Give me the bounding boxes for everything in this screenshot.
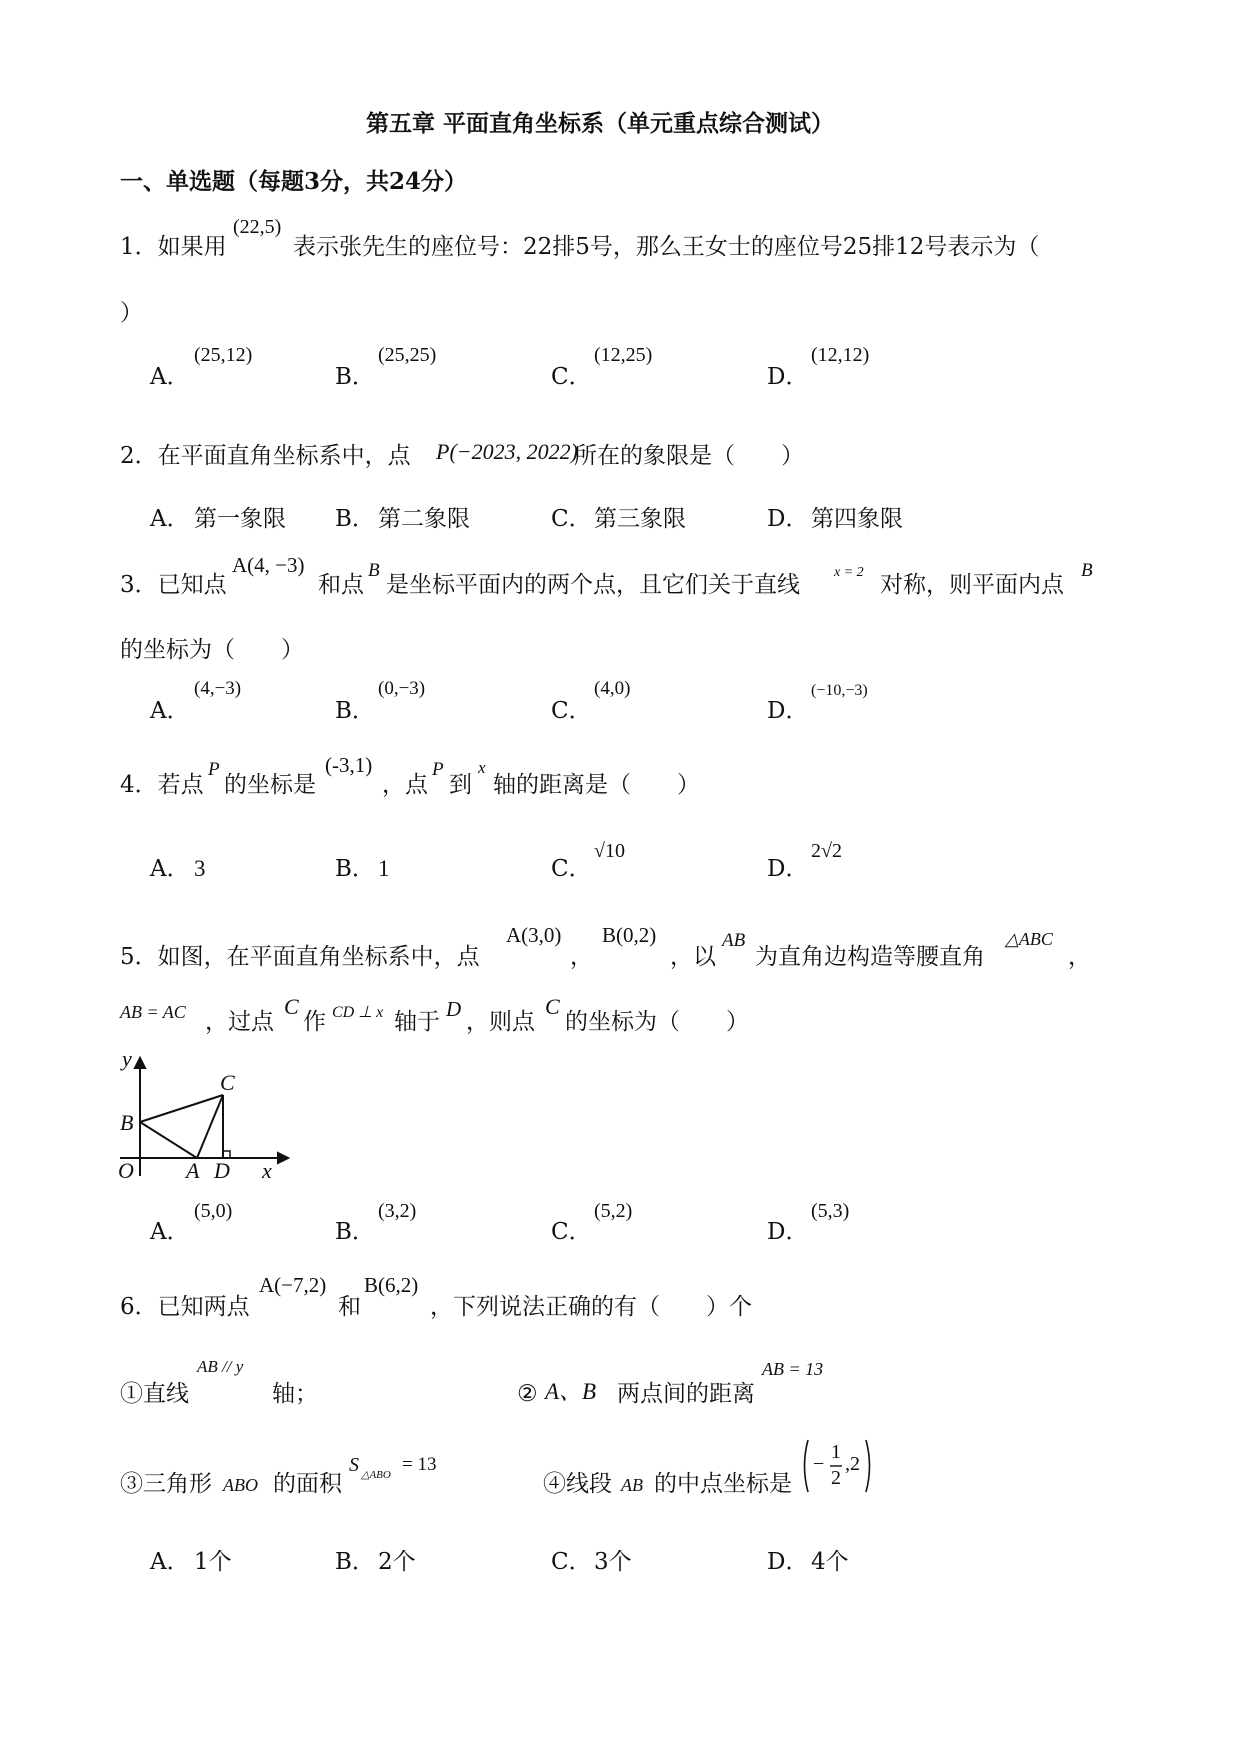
figure-y-arrow xyxy=(135,1058,145,1068)
q3-text-b: 和点 xyxy=(318,572,364,598)
q6-statement-3-start: ③三角形 xyxy=(120,1471,212,1497)
q1-option-c-label: C． xyxy=(551,364,592,390)
q1-text-end: 表示张先生的座位号：22排5号，那么王女士的座位号25排12号表示为（ xyxy=(293,234,1040,260)
q1-option-a-value: (25,12) xyxy=(194,344,253,366)
q6-midpoint-denominator: 2 xyxy=(831,1467,841,1489)
q1-option-d-value: (12,12) xyxy=(811,344,870,366)
q3-option-a-value: (4,−3) xyxy=(194,678,242,699)
q5-text-e: ，过点 xyxy=(205,1009,274,1035)
q6-statement-4-segment: AB xyxy=(621,1475,643,1495)
q5-option-b-label: B． xyxy=(335,1219,375,1245)
q5-option-d-value: (5,3) xyxy=(811,1200,850,1222)
q6-statement-3-area-value: = 13 xyxy=(402,1454,437,1475)
q4-option-c-label: C． xyxy=(551,856,592,882)
q6-midpoint-tail: ,2 xyxy=(845,1453,860,1475)
q6-option-d-label: D． xyxy=(767,1549,809,1575)
q5-point-c-2: C xyxy=(545,994,560,1019)
q6-option-d-value: 4个 xyxy=(811,1549,849,1575)
q5-text-i: 的坐标为（ ） xyxy=(565,1009,749,1035)
q5-text-c: 为直角边构造等腰直角 xyxy=(755,944,985,970)
q6-text-a: 6．已知两点 xyxy=(120,1294,250,1320)
q6-option-b-value: 2个 xyxy=(378,1549,416,1575)
q3-point-b: B xyxy=(368,560,380,581)
q4-point-p: P xyxy=(208,759,220,780)
q6-statement-1-start: ①直线 xyxy=(120,1381,189,1407)
q1-option-b-value: (25,25) xyxy=(378,344,437,366)
q3-text-d: 对称，则平面内点 xyxy=(880,572,1064,598)
q2-option-c-value: 第三象限 xyxy=(594,506,686,532)
q5-option-a-value: (5,0) xyxy=(194,1200,233,1222)
q6-statement-2-start: ② xyxy=(517,1381,538,1407)
q3-text-c: 是坐标平面内的两个点，且它们关于直线 xyxy=(386,572,800,598)
q5-text-f: 作 xyxy=(303,1009,326,1035)
q5-option-b-value: (3,2) xyxy=(378,1200,417,1222)
q5-point-d: D xyxy=(446,997,462,1021)
q1-text-close: ） xyxy=(120,300,143,326)
figure-segment-ba xyxy=(140,1122,197,1158)
q6-statement-1-math: AB // y xyxy=(197,1357,244,1376)
figure-right-angle-mark xyxy=(223,1151,230,1158)
q3-text-a: 3．已知点 xyxy=(120,572,227,598)
figure-label-b: B xyxy=(120,1110,134,1135)
figure-segment-bc xyxy=(140,1095,223,1122)
figure-label-c: C xyxy=(220,1070,235,1095)
q3-option-c-value: (4,0) xyxy=(594,678,631,699)
q6-option-c-label: C． xyxy=(551,1549,592,1575)
q1-option-c-value: (12,25) xyxy=(594,344,653,366)
q3-option-d-label: D． xyxy=(767,698,809,724)
figure-label-y: y xyxy=(122,1050,132,1071)
q4-axis-x: x xyxy=(478,758,486,777)
section-heading: 一、单选题（每题3分，共24分） xyxy=(120,168,468,195)
q6-option-b-label: B． xyxy=(335,1549,375,1575)
q5-text-a: 5．如图，在平面直角坐标系中，点 xyxy=(120,944,480,970)
q2-option-c-label: C． xyxy=(551,506,592,532)
q3-point-a: A(4, −3) xyxy=(232,553,305,577)
q3-symmetry-line: x = 2 xyxy=(834,565,864,580)
q6-option-a-label: A． xyxy=(150,1549,190,1575)
q6-option-a-value: 1个 xyxy=(194,1549,232,1575)
q4-text-c: ，点 xyxy=(382,772,428,798)
q4-point-p-2: P xyxy=(432,759,444,780)
q5-point-a: A(3,0) xyxy=(506,923,562,947)
q6-statement-3-mid: 的面积 xyxy=(273,1471,342,1497)
q5-point-c: C xyxy=(284,994,299,1019)
q5-option-d-label: D． xyxy=(767,1219,809,1245)
figure-segment-ac xyxy=(197,1095,223,1158)
q5-equal-sides: AB = AC xyxy=(120,1002,186,1022)
q2-option-a-value: 第一象限 xyxy=(194,506,286,532)
q2-option-d-label: D． xyxy=(767,506,809,532)
q4-text-e: 轴的距离是（ ） xyxy=(493,772,700,798)
q6-midpoint-numerator: 1 xyxy=(831,1441,841,1463)
q4-option-d-value: 2√2 xyxy=(811,840,842,862)
q2-point: P(−2023, 2022) xyxy=(436,439,578,464)
figure-x-arrow xyxy=(278,1153,288,1163)
q3-option-d-value: (−10,−3) xyxy=(811,682,868,699)
q4-text-d: 到 xyxy=(449,772,472,798)
q6-statement-2-points: A、B xyxy=(545,1379,597,1404)
q5-figure xyxy=(110,1050,290,1180)
q4-option-a-value: 3 xyxy=(194,856,206,881)
q5-text-h: ，则点 xyxy=(466,1009,535,1035)
q4-coordinate: (-3,1) xyxy=(325,753,373,777)
figure-label-a: A xyxy=(186,1158,200,1180)
q6-statement-4-start: ④线段 xyxy=(543,1471,612,1497)
q5-perpendicular: CD ⊥ x xyxy=(332,1004,384,1021)
q6-point-b: B(6,2) xyxy=(364,1273,419,1297)
q6-statement-3-area-subscript: △ABO xyxy=(361,1469,391,1481)
q1-option-b-label: B． xyxy=(335,364,375,390)
figure-label-o: O xyxy=(118,1158,134,1180)
q3-option-a-label: A． xyxy=(150,698,190,724)
q3-point-b-2: B xyxy=(1081,560,1093,581)
q2-text-end: 所在的象限是（ ） xyxy=(574,443,804,469)
q5-text-g: 轴于 xyxy=(394,1009,440,1035)
q5-point-b: B(0,2) xyxy=(602,923,657,947)
q2-option-b-label: B． xyxy=(335,506,375,532)
q5-segment-ab: AB xyxy=(722,930,746,951)
q4-option-b-label: B． xyxy=(335,856,375,882)
q5-triangle: △ABC xyxy=(1005,929,1053,949)
q6-statement-4-midpoint xyxy=(800,1436,876,1496)
q5-option-c-label: C． xyxy=(551,1219,592,1245)
q4-option-c-value: √10 xyxy=(594,840,625,862)
q2-option-a-label: A． xyxy=(150,506,190,532)
q5-separator: ， xyxy=(570,944,593,970)
q6-statement-4-mid: 的中点坐标是 xyxy=(654,1471,792,1497)
q3-option-b-label: B． xyxy=(335,698,375,724)
q1-option-a-label: A． xyxy=(150,364,190,390)
q6-statement-1-end: 轴； xyxy=(272,1381,318,1407)
q3-option-b-value: (0,−3) xyxy=(378,678,426,699)
figure-label-x: x xyxy=(262,1158,272,1180)
q4-option-b-value: 1 xyxy=(378,856,390,881)
q6-text-c: ，下列说法正确的有（ ）个 xyxy=(430,1294,752,1320)
q6-statement-2-mid: 两点间的距离 xyxy=(617,1381,755,1407)
q6-option-c-value: 3个 xyxy=(594,1549,632,1575)
q6-statement-3-area-symbol: S xyxy=(349,1454,359,1476)
q5-option-c-value: (5,2) xyxy=(594,1200,633,1222)
q4-option-d-label: D． xyxy=(767,856,809,882)
q3-text-e: 的坐标为（ ） xyxy=(120,637,304,663)
q5-option-a-label: A． xyxy=(150,1219,190,1245)
q5-text-b: ，以 xyxy=(670,944,716,970)
q4-text-b: 的坐标是 xyxy=(224,772,316,798)
q2-option-d-value: 第四象限 xyxy=(811,506,903,532)
q6-midpoint-negative: − xyxy=(813,1453,825,1475)
q2-option-b-value: 第二象限 xyxy=(378,506,470,532)
q3-option-c-label: C． xyxy=(551,698,592,724)
q4-option-a-label: A． xyxy=(150,856,190,882)
page-title: 第五章 平面直角坐标系（单元重点综合测试） xyxy=(366,110,835,137)
q6-statement-3-triangle: ABO xyxy=(223,1475,258,1495)
q1-text-start: 1．如果用 xyxy=(120,234,227,260)
q6-point-a: A(−7,2) xyxy=(259,1273,327,1297)
figure-label-d: D xyxy=(214,1158,230,1180)
q6-text-b: 和 xyxy=(338,1294,361,1320)
q1-option-d-label: D． xyxy=(767,364,809,390)
q5-text-d: ， xyxy=(1068,944,1091,970)
q6-statement-2-math: AB = 13 xyxy=(762,1359,824,1379)
q2-text-start: 2．在平面直角坐标系中，点 xyxy=(120,443,411,469)
q4-text-a: 4．若点 xyxy=(120,772,204,798)
q1-seat-coordinate: (22,5) xyxy=(233,216,282,238)
